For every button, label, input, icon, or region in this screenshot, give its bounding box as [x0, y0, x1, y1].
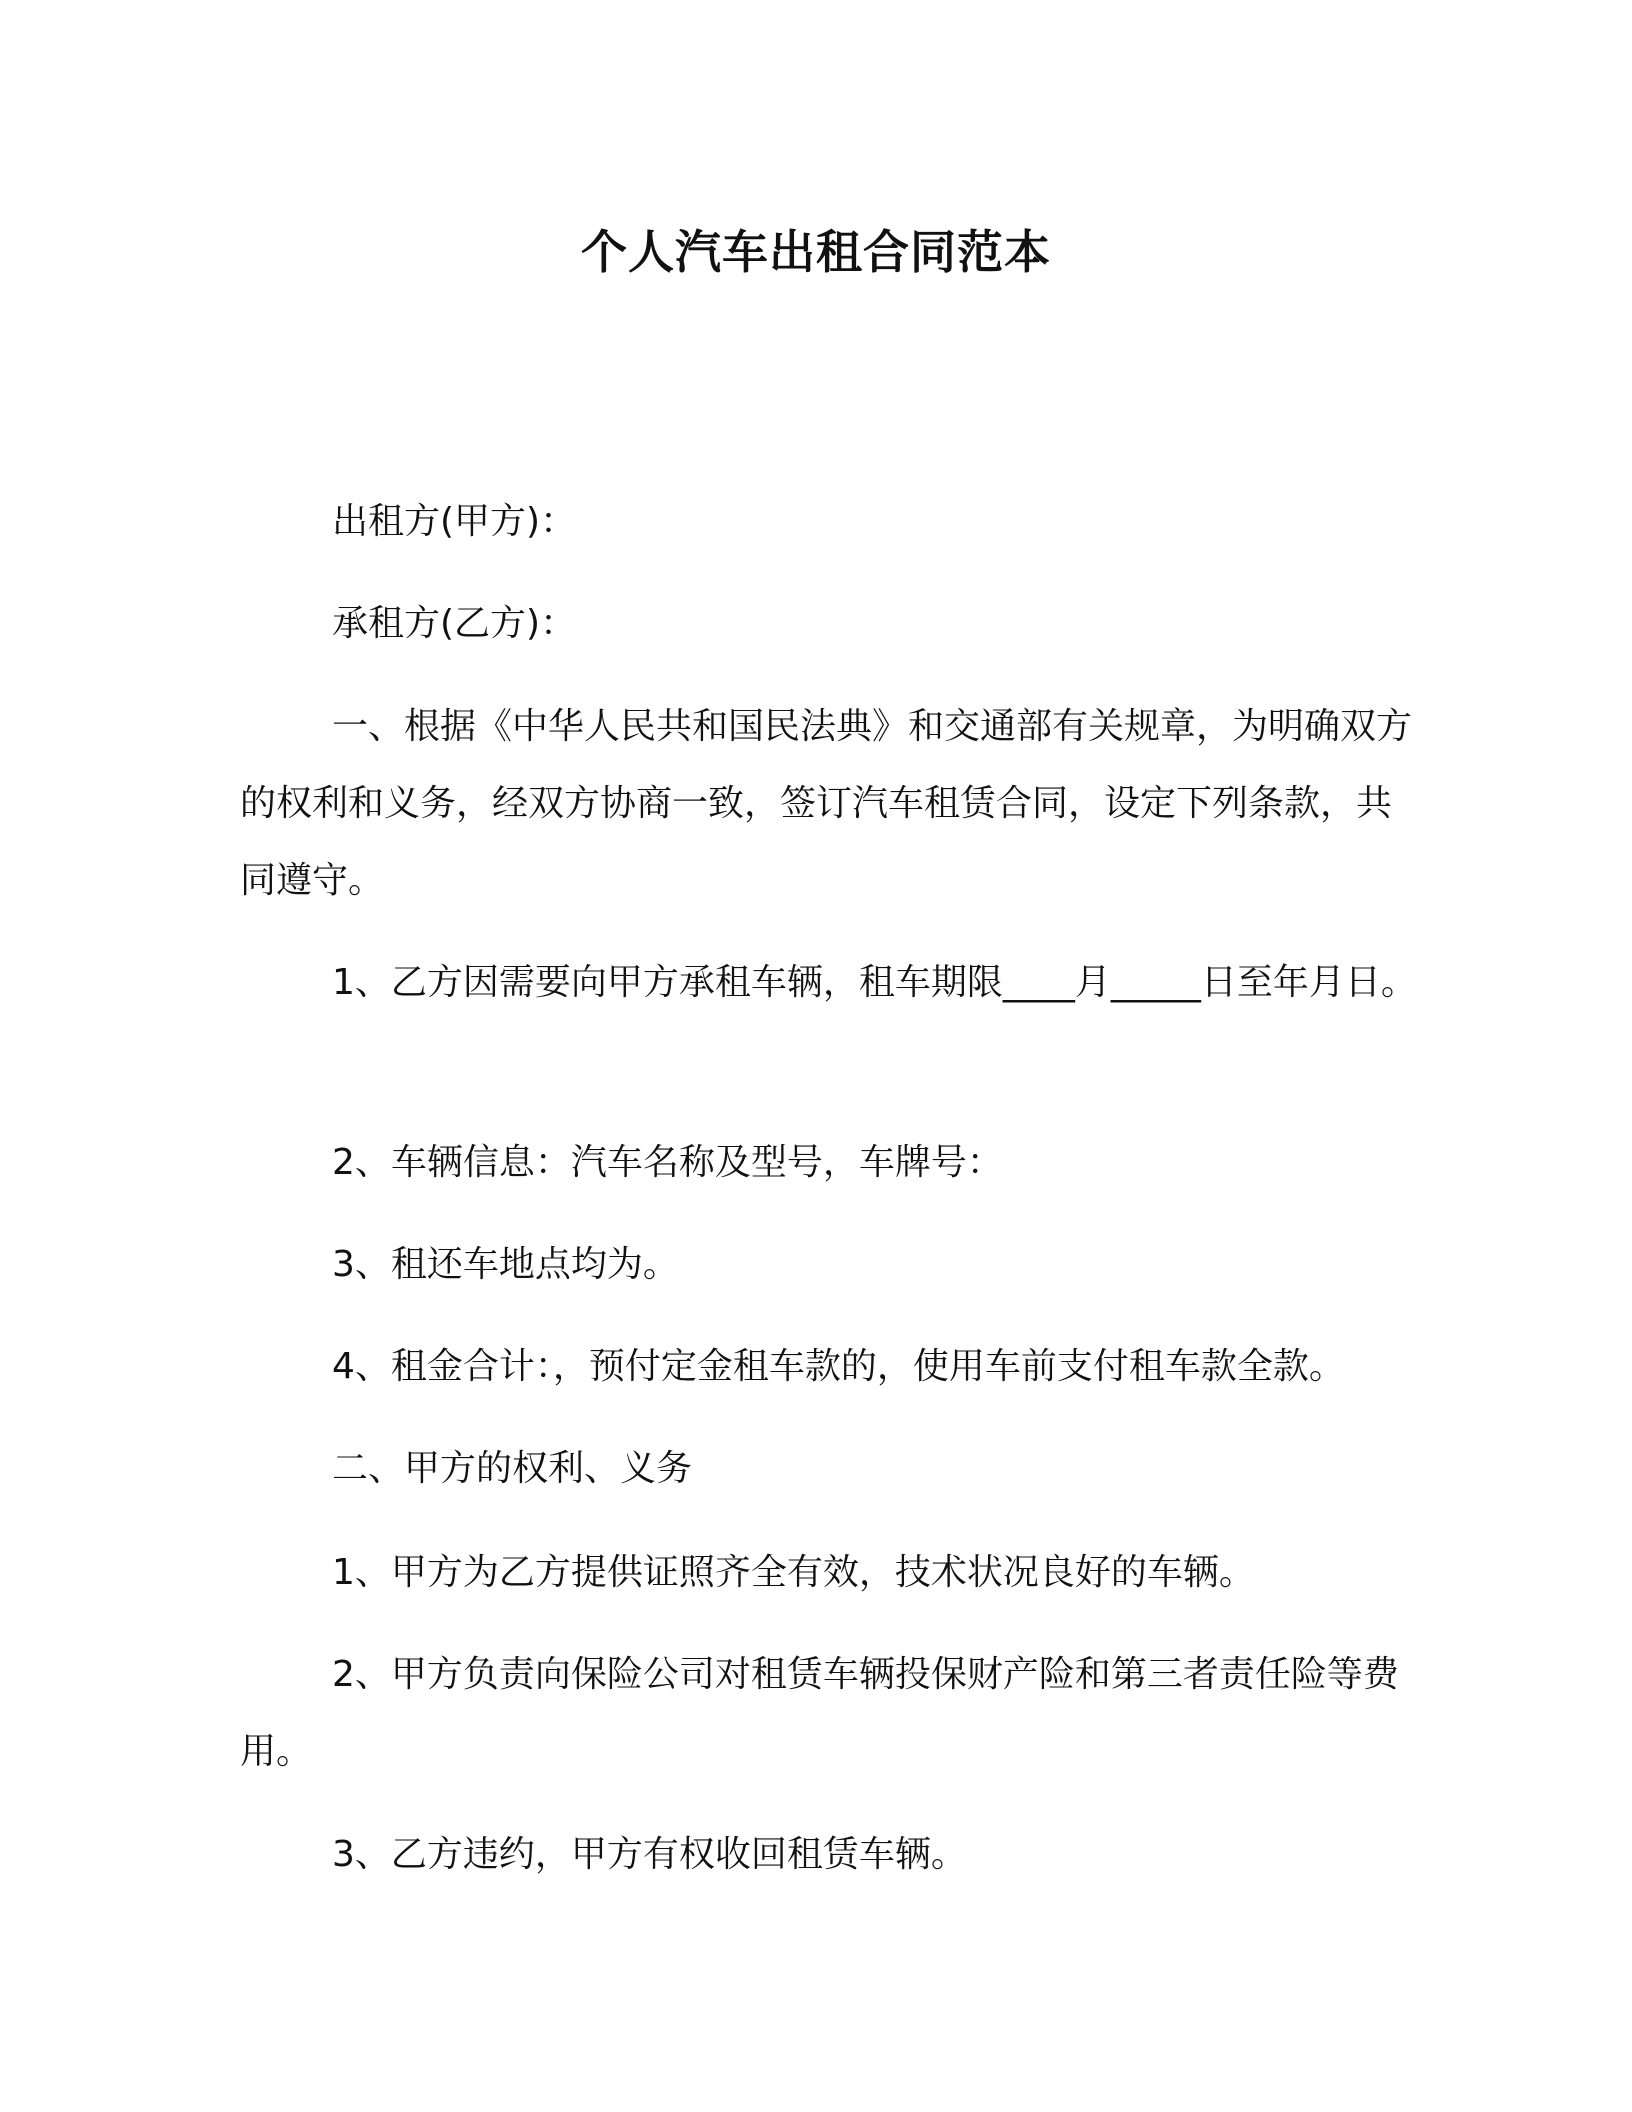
party-a-clause-1: 1、甲方为乙方提供证照齐全有效，技术状况良好的车辆。: [332, 1552, 1255, 1593]
clause-2-vehicle-info: 2、车辆信息：汽车名称及型号，车牌号：: [332, 1142, 1003, 1183]
party-a-clause-3: 3、乙方违约，甲方有权收回租赁车辆。: [332, 1834, 967, 1875]
document-title: 个人汽车出租合同范本: [581, 225, 1051, 279]
clause-4-rent-total: 4、租金合计：，预付定金租车款的，使用车前支付租车款全款。: [332, 1346, 1345, 1387]
lessee-line: 承租方(乙方)：: [332, 603, 577, 644]
section-two-heading: 二、甲方的权利、义务: [332, 1448, 693, 1489]
section-one-paragraph: 一、根据《中华人民共和国民法典》和交通部有关规章，为明确双方的权利和义务，经双方协商一致，签订汽车租赁合同，设定下列条款，共同遵守。: [240, 706, 1413, 901]
party-a-clause-2: 2、甲方负责向保险公司对租赁车辆投保财产险和第三者责任险等费用。: [240, 1654, 1399, 1772]
lessor-line: 出租方(甲方)：: [332, 501, 577, 542]
clause-3-location: 3、租还车地点均为。: [332, 1244, 679, 1285]
clause-1-rental-period: 1、乙方因需要向甲方承租车辆，租车期限____月_____日至年月日。: [332, 962, 1417, 1003]
